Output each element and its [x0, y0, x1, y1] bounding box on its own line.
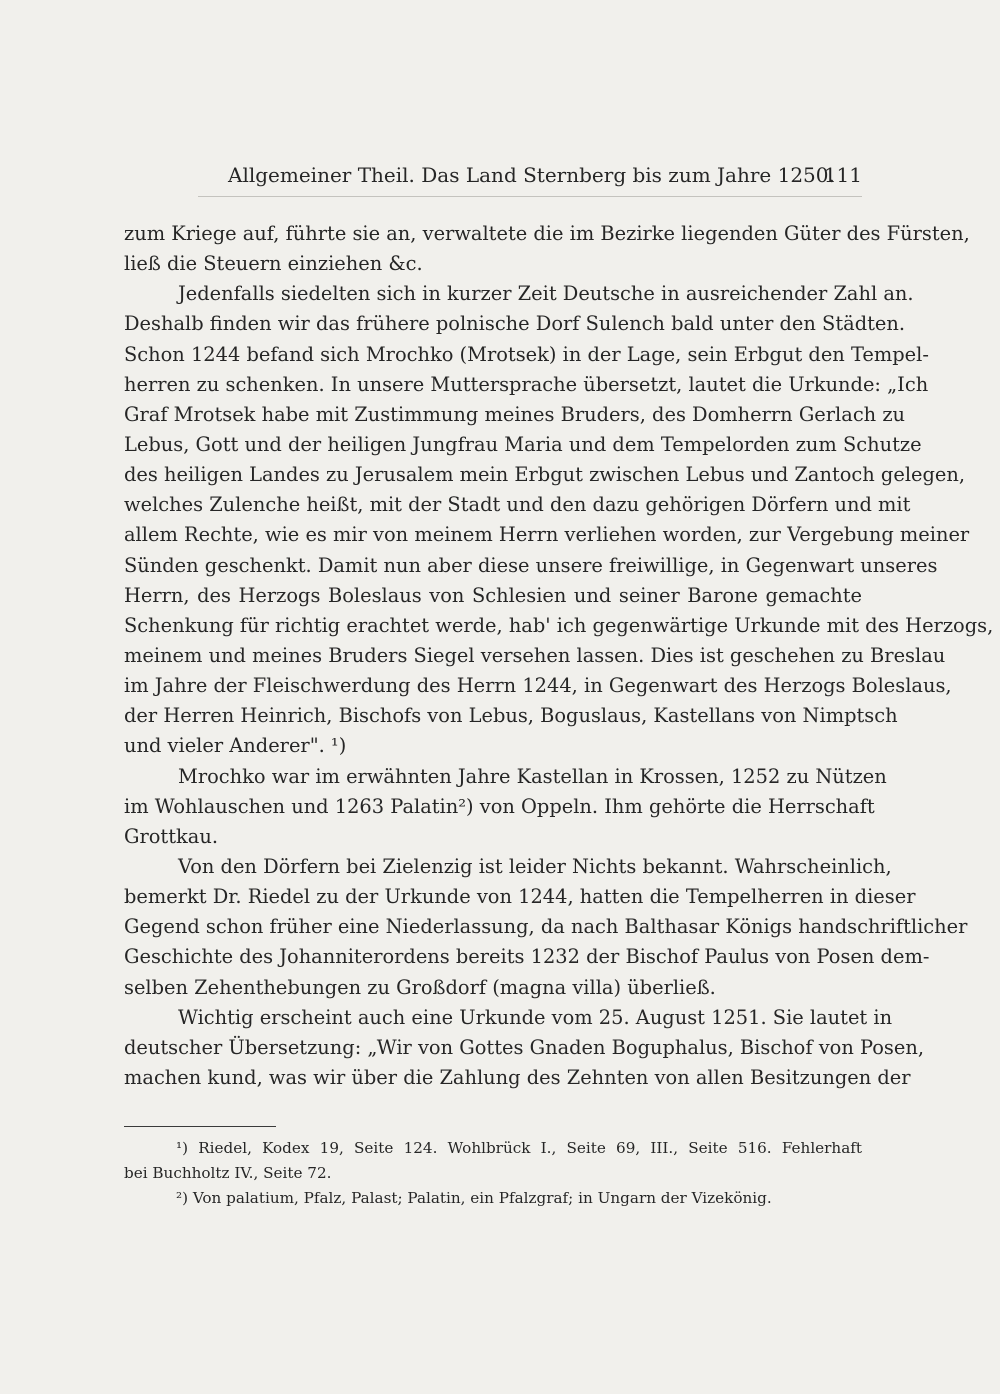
body-line: Grottkau.: [124, 824, 218, 848]
body-line: zum Kriege auf, führte sie an, verwaltete die im Bezirke liegenden Güter des Fürsten,: [124, 222, 970, 245]
body-line: Geschichte des Johanniterordens bereits 1232 der Bischof Paulus von Posen dem-: [124, 945, 930, 969]
body-line: im Wohlauschen und 1263 Palatin²) von Oppeln. Ihm gehörte die Herrschaft: [124, 794, 875, 818]
body-line: ließ die Steuern einziehen &c.: [124, 252, 423, 276]
body-line: Herrn, des Herzogs Boleslaus von Schlesien und seiner Barone gemachte: [124, 583, 862, 607]
body-line: im Jahre der Fleischwerdung des Herrn 1244, in Gegenwart des Herzogs Boleslaus,: [124, 674, 952, 698]
body-line: welches Zulenche heißt, mit der Stadt und den dazu gehörigen Dörfern und mit: [124, 493, 911, 517]
body-line: Mrochko war im erwähnten Jahre Kastellan in Krossen, 1252 zu Nützen: [178, 764, 887, 788]
footnote-line: ²) Von palatium, Pfalz, Palast; Palatin, ein Pfalzgraf; in Ungarn der Vizekönig.: [176, 1189, 772, 1207]
footnote-rule: [124, 1126, 276, 1127]
body-line: Von den Dörfern bei Zielenzig ist leider Nichts bekannt. Wahrscheinlich,: [178, 854, 892, 878]
page-number: 111: [823, 163, 862, 187]
body-line: selben Zehenthebungen zu Großdorf (magna villa) überließ.: [124, 975, 716, 999]
body-line: herren zu schenken. In unsere Muttersprache übersetzt, lautet die Urkunde: „Ich: [124, 372, 929, 396]
footnote-line: bei Buchholtz IV., Seite 72.: [124, 1164, 332, 1182]
body-text: [124, 219, 994, 1093]
body-line: Schon 1244 befand sich Mrochko (Mrotsek) in der Lage, sein Erbgut den Tempel-: [124, 342, 929, 366]
body-line: Deshalb finden wir das frühere polnische Dorf Sulench bald unter den Städten.: [124, 312, 906, 336]
body-line: machen kund, was wir über die Zahlung des Zehnten von allen Besitzungen der: [124, 1065, 911, 1089]
body-line: Schenkung für richtig erachtet werde, hab' ich gegenwärtige Urkunde mit des Herzogs,: [124, 613, 994, 637]
running-title: Allgemeiner Theil. Das Land Sternberg bis zum Jahre 1250.: [228, 163, 835, 187]
footnotes: [124, 1136, 862, 1211]
body-line: Gegend schon früher eine Niederlassung, da nach Balthasar Königs handschriftlicher: [124, 915, 968, 939]
body-line: deutscher Übersetzung: „Wir von Gottes Gnaden Boguphalus, Bischof von Posen,: [124, 1035, 924, 1059]
header-rule: [198, 196, 862, 197]
body-line: der Herren Heinrich, Bischofs von Lebus, Boguslaus, Kastellans von Nimptsch: [124, 704, 898, 728]
body-line: Lebus, Gott und der heiligen Jungfrau Maria und dem Tempelorden zum Schutze: [124, 432, 922, 456]
body-line: Sünden geschenkt. Damit nun aber diese unsere freiwillige, in Gegenwart unseres: [124, 553, 938, 577]
body-line: bemerkt Dr. Riedel zu der Urkunde von 1244, hatten die Tempelherren in dieser: [124, 885, 916, 909]
body-line: meinem und meines Bruders Siegel versehen lassen. Dies ist geschehen zu Breslau: [124, 643, 946, 667]
footnote-line: ¹) Riedel, Kodex 19, Seite 124. Wohlbrück I., Seite 69, III., Seite 516. Fehlerhaft: [176, 1139, 862, 1157]
body-line: Wichtig erscheint auch eine Urkunde vom 25. August 1251. Sie lautet in: [178, 1005, 893, 1029]
body-line: allem Rechte, wie es mir von meinem Herrn verliehen worden, zur Vergebung meiner: [124, 523, 970, 547]
body-line: Graf Mrotsek habe mit Zustimmung meines Bruders, des Domherrn Gerlach zu: [124, 402, 906, 426]
page-header: [228, 163, 862, 187]
body-line: und vieler Anderer". ¹): [124, 734, 347, 758]
body-line: des heiligen Landes zu Jerusalem mein Erbgut zwischen Lebus und Zantoch gelegen,: [124, 463, 966, 487]
body-line: Jedenfalls siedelten sich in kurzer Zeit Deutsche in ausreichender Zahl an.: [178, 282, 914, 306]
